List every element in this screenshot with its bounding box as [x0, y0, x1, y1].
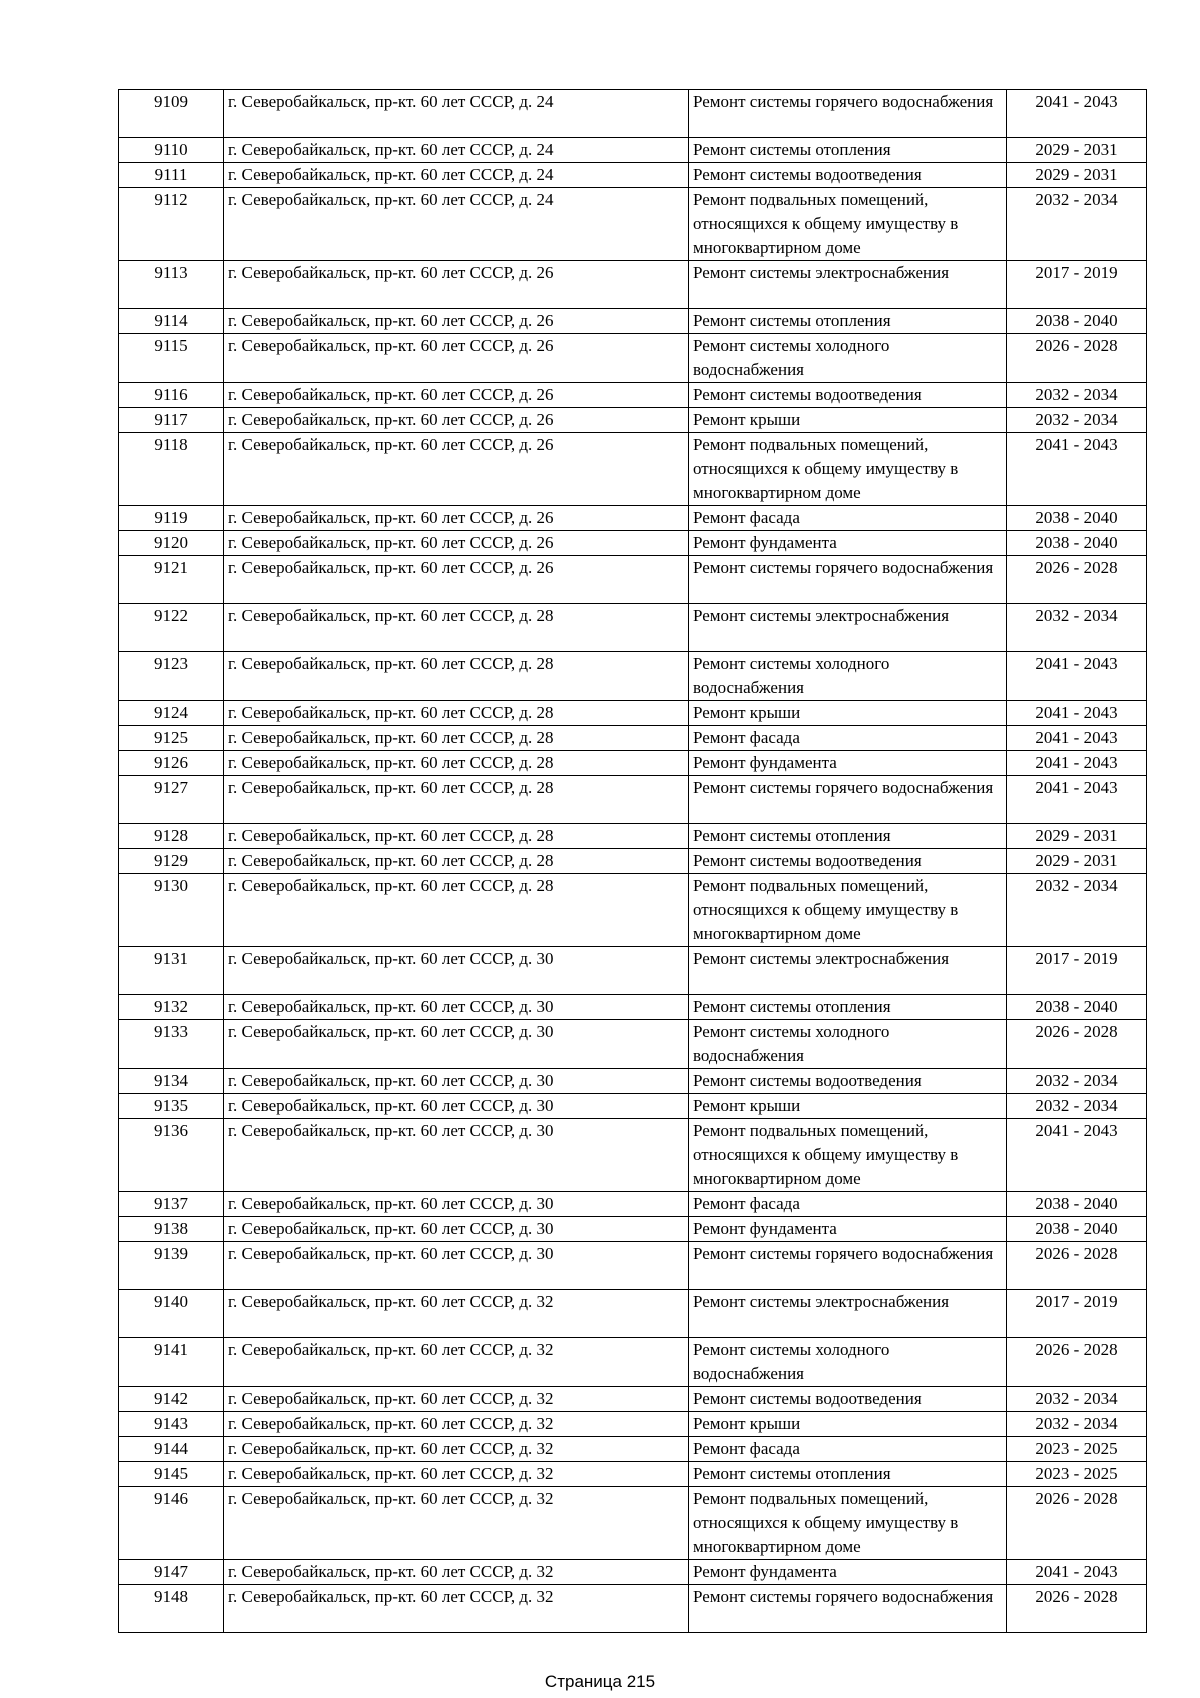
address-cell: г. Северобайкальск, пр-кт. 60 лет СССР, д. 28 — [224, 874, 689, 947]
table-row — [119, 726, 1147, 751]
work-type-cell: Ремонт системы холодного водоснабжения — [689, 652, 1007, 701]
table-row — [119, 1119, 1147, 1192]
period-cell: 2041 - 2043 — [1007, 1560, 1147, 1585]
address-cell: г. Северобайкальск, пр-кт. 60 лет СССР, д. 32 — [224, 1560, 689, 1585]
period-cell: 2041 - 2043 — [1007, 726, 1147, 751]
work-type-cell: Ремонт крыши — [689, 1094, 1007, 1119]
row-number: 9117 — [119, 408, 224, 433]
work-type-cell: Ремонт подвальных помещений, относящихся к общему имуществу в многоквартирном доме — [689, 1487, 1007, 1560]
period-cell: 2026 - 2028 — [1007, 556, 1147, 604]
table-row — [119, 604, 1147, 652]
table-row — [119, 995, 1147, 1020]
table-body — [119, 90, 1147, 1633]
row-number: 9116 — [119, 383, 224, 408]
work-type-cell: Ремонт фундамента — [689, 1217, 1007, 1242]
row-number: 9123 — [119, 652, 224, 701]
period-cell: 2017 - 2019 — [1007, 947, 1147, 995]
address-cell: г. Северобайкальск, пр-кт. 60 лет СССР, д. 26 — [224, 506, 689, 531]
address-cell: г. Северобайкальск, пр-кт. 60 лет СССР, д. 32 — [224, 1387, 689, 1412]
row-number: 9110 — [119, 138, 224, 163]
address-cell: г. Северобайкальск, пр-кт. 60 лет СССР, д. 32 — [224, 1437, 689, 1462]
table-row — [119, 383, 1147, 408]
period-cell: 2026 - 2028 — [1007, 1487, 1147, 1560]
period-cell: 2041 - 2043 — [1007, 701, 1147, 726]
period-cell: 2032 - 2034 — [1007, 1387, 1147, 1412]
table-row — [119, 188, 1147, 261]
address-cell: г. Северобайкальск, пр-кт. 60 лет СССР, д. 30 — [224, 947, 689, 995]
table-row — [119, 1094, 1147, 1119]
work-type-cell: Ремонт крыши — [689, 408, 1007, 433]
period-cell: 2041 - 2043 — [1007, 433, 1147, 506]
period-cell: 2041 - 2043 — [1007, 652, 1147, 701]
row-number: 9125 — [119, 726, 224, 751]
address-cell: г. Северобайкальск, пр-кт. 60 лет СССР, д. 28 — [224, 726, 689, 751]
work-type-cell: Ремонт подвальных помещений, относящихся к общему имуществу в многоквартирном доме — [689, 1119, 1007, 1192]
work-type-cell: Ремонт системы электроснабжения — [689, 261, 1007, 309]
table-row — [119, 1069, 1147, 1094]
table-row — [119, 556, 1147, 604]
row-number: 9139 — [119, 1242, 224, 1290]
row-number: 9141 — [119, 1338, 224, 1387]
table-row — [119, 1192, 1147, 1217]
row-number: 9136 — [119, 1119, 224, 1192]
period-cell: 2041 - 2043 — [1007, 751, 1147, 776]
table-row — [119, 947, 1147, 995]
row-number: 9112 — [119, 188, 224, 261]
period-cell: 2041 - 2043 — [1007, 1119, 1147, 1192]
period-cell: 2032 - 2034 — [1007, 1094, 1147, 1119]
work-type-cell: Ремонт системы горячего водоснабжения — [689, 776, 1007, 824]
work-type-cell: Ремонт системы холодного водоснабжения — [689, 1020, 1007, 1069]
work-type-cell: Ремонт системы горячего водоснабжения — [689, 556, 1007, 604]
row-number: 9145 — [119, 1462, 224, 1487]
period-cell: 2026 - 2028 — [1007, 334, 1147, 383]
period-cell: 2026 - 2028 — [1007, 1338, 1147, 1387]
table-row — [119, 874, 1147, 947]
address-cell: г. Северобайкальск, пр-кт. 60 лет СССР, д. 28 — [224, 824, 689, 849]
work-type-cell: Ремонт системы горячего водоснабжения — [689, 1242, 1007, 1290]
row-number: 9146 — [119, 1487, 224, 1560]
row-number: 9120 — [119, 531, 224, 556]
work-type-cell: Ремонт системы горячего водоснабжения — [689, 1585, 1007, 1633]
row-number: 9115 — [119, 334, 224, 383]
table-row — [119, 163, 1147, 188]
address-cell: г. Северобайкальск, пр-кт. 60 лет СССР, д. 28 — [224, 604, 689, 652]
period-cell: 2038 - 2040 — [1007, 506, 1147, 531]
work-type-cell: Ремонт подвальных помещений, относящихся к общему имуществу в многоквартирном доме — [689, 433, 1007, 506]
work-type-cell: Ремонт системы отопления — [689, 824, 1007, 849]
row-number: 9122 — [119, 604, 224, 652]
table-row — [119, 1020, 1147, 1069]
period-cell: 2032 - 2034 — [1007, 874, 1147, 947]
address-cell: г. Северобайкальск, пр-кт. 60 лет СССР, д. 32 — [224, 1487, 689, 1560]
address-cell: г. Северобайкальск, пр-кт. 60 лет СССР, д. 28 — [224, 652, 689, 701]
address-cell: г. Северобайкальск, пр-кт. 60 лет СССР, д. 24 — [224, 138, 689, 163]
page-number: Страница 215 — [544, 1672, 656, 1691]
row-number: 9121 — [119, 556, 224, 604]
address-cell: г. Северобайкальск, пр-кт. 60 лет СССР, д. 28 — [224, 849, 689, 874]
table-row — [119, 849, 1147, 874]
address-cell: г. Северобайкальск, пр-кт. 60 лет СССР, д. 26 — [224, 408, 689, 433]
period-cell: 2038 - 2040 — [1007, 1217, 1147, 1242]
row-number: 9135 — [119, 1094, 224, 1119]
work-type-cell: Ремонт фундамента — [689, 531, 1007, 556]
row-number: 9133 — [119, 1020, 224, 1069]
work-type-cell: Ремонт системы отопления — [689, 138, 1007, 163]
period-cell: 2038 - 2040 — [1007, 531, 1147, 556]
work-type-cell: Ремонт фундамента — [689, 751, 1007, 776]
work-type-cell: Ремонт фасада — [689, 506, 1007, 531]
table-row — [119, 138, 1147, 163]
row-number: 9147 — [119, 1560, 224, 1585]
address-cell: г. Северобайкальск, пр-кт. 60 лет СССР, д. 26 — [224, 261, 689, 309]
work-type-cell: Ремонт фундамента — [689, 1560, 1007, 1585]
address-cell: г. Северобайкальск, пр-кт. 60 лет СССР, д. 24 — [224, 90, 689, 138]
row-number: 9132 — [119, 995, 224, 1020]
work-type-cell: Ремонт системы водоотведения — [689, 849, 1007, 874]
row-number: 9114 — [119, 309, 224, 334]
row-number: 9138 — [119, 1217, 224, 1242]
period-cell: 2038 - 2040 — [1007, 309, 1147, 334]
period-cell: 2026 - 2028 — [1007, 1585, 1147, 1633]
table-row — [119, 701, 1147, 726]
table-row — [119, 1412, 1147, 1437]
address-cell: г. Северобайкальск, пр-кт. 60 лет СССР, д. 32 — [224, 1338, 689, 1387]
work-type-cell: Ремонт системы отопления — [689, 995, 1007, 1020]
row-number: 9126 — [119, 751, 224, 776]
row-number: 9144 — [119, 1437, 224, 1462]
address-cell: г. Северобайкальск, пр-кт. 60 лет СССР, д. 30 — [224, 1119, 689, 1192]
period-cell: 2029 - 2031 — [1007, 824, 1147, 849]
table-row — [119, 309, 1147, 334]
address-cell: г. Северобайкальск, пр-кт. 60 лет СССР, д. 32 — [224, 1412, 689, 1437]
address-cell: г. Северобайкальск, пр-кт. 60 лет СССР, д. 26 — [224, 334, 689, 383]
table-row — [119, 531, 1147, 556]
table-row — [119, 1560, 1147, 1585]
address-cell: г. Северобайкальск, пр-кт. 60 лет СССР, д. 24 — [224, 188, 689, 261]
table-row — [119, 90, 1147, 138]
row-number: 9137 — [119, 1192, 224, 1217]
table-row — [119, 1437, 1147, 1462]
address-cell: г. Северобайкальск, пр-кт. 60 лет СССР, д. 30 — [224, 995, 689, 1020]
table-row — [119, 1338, 1147, 1387]
address-cell: г. Северобайкальск, пр-кт. 60 лет СССР, д. 32 — [224, 1290, 689, 1338]
period-cell: 2038 - 2040 — [1007, 995, 1147, 1020]
table-row — [119, 506, 1147, 531]
period-cell: 2032 - 2034 — [1007, 1069, 1147, 1094]
work-type-cell: Ремонт системы электроснабжения — [689, 947, 1007, 995]
row-number: 9140 — [119, 1290, 224, 1338]
period-cell: 2023 - 2025 — [1007, 1462, 1147, 1487]
address-cell: г. Северобайкальск, пр-кт. 60 лет СССР, д. 28 — [224, 776, 689, 824]
period-cell: 2026 - 2028 — [1007, 1242, 1147, 1290]
address-cell: г. Северобайкальск, пр-кт. 60 лет СССР, д. 30 — [224, 1192, 689, 1217]
table-row — [119, 751, 1147, 776]
table-row — [119, 1217, 1147, 1242]
address-cell: г. Северобайкальск, пр-кт. 60 лет СССР, д. 26 — [224, 383, 689, 408]
work-type-cell: Ремонт крыши — [689, 701, 1007, 726]
period-cell: 2029 - 2031 — [1007, 163, 1147, 188]
table-row — [119, 1290, 1147, 1338]
period-cell: 2041 - 2043 — [1007, 776, 1147, 824]
work-type-cell: Ремонт системы водоотведения — [689, 383, 1007, 408]
period-cell: 2032 - 2034 — [1007, 604, 1147, 652]
row-number: 9124 — [119, 701, 224, 726]
address-cell: г. Северобайкальск, пр-кт. 60 лет СССР, д. 30 — [224, 1020, 689, 1069]
row-number: 9142 — [119, 1387, 224, 1412]
work-type-cell: Ремонт подвальных помещений, относящихся к общему имуществу в многоквартирном доме — [689, 874, 1007, 947]
work-type-cell: Ремонт системы электроснабжения — [689, 604, 1007, 652]
address-cell: г. Северобайкальск, пр-кт. 60 лет СССР, д. 30 — [224, 1217, 689, 1242]
row-number: 9128 — [119, 824, 224, 849]
period-cell: 2026 - 2028 — [1007, 1020, 1147, 1069]
work-type-cell: Ремонт системы отопления — [689, 1462, 1007, 1487]
table-row — [119, 1487, 1147, 1560]
row-number: 9129 — [119, 849, 224, 874]
work-type-cell: Ремонт системы горячего водоснабжения — [689, 90, 1007, 138]
row-number: 9148 — [119, 1585, 224, 1633]
work-type-cell: Ремонт системы электроснабжения — [689, 1290, 1007, 1338]
address-cell: г. Северобайкальск, пр-кт. 60 лет СССР, д. 32 — [224, 1585, 689, 1633]
row-number: 9131 — [119, 947, 224, 995]
address-cell: г. Северобайкальск, пр-кт. 60 лет СССР, д. 30 — [224, 1069, 689, 1094]
row-number: 9127 — [119, 776, 224, 824]
work-type-cell: Ремонт системы холодного водоснабжения — [689, 334, 1007, 383]
address-cell: г. Северобайкальск, пр-кт. 60 лет СССР, д. 26 — [224, 433, 689, 506]
work-type-cell: Ремонт системы водоотведения — [689, 1387, 1007, 1412]
table-row — [119, 1462, 1147, 1487]
table-row — [119, 261, 1147, 309]
period-cell: 2041 - 2043 — [1007, 90, 1147, 138]
address-cell: г. Северобайкальск, пр-кт. 60 лет СССР, д. 24 — [224, 163, 689, 188]
period-cell: 2029 - 2031 — [1007, 849, 1147, 874]
period-cell: 2029 - 2031 — [1007, 138, 1147, 163]
table-row — [119, 1242, 1147, 1290]
repair-schedule-table — [118, 89, 1147, 1633]
row-number: 9119 — [119, 506, 224, 531]
table-row — [119, 433, 1147, 506]
table-row — [119, 334, 1147, 383]
row-number: 9109 — [119, 90, 224, 138]
period-cell: 2032 - 2034 — [1007, 188, 1147, 261]
table-row — [119, 824, 1147, 849]
row-number: 9134 — [119, 1069, 224, 1094]
period-cell: 2038 - 2040 — [1007, 1192, 1147, 1217]
period-cell: 2032 - 2034 — [1007, 408, 1147, 433]
address-cell: г. Северобайкальск, пр-кт. 60 лет СССР, д. 32 — [224, 1462, 689, 1487]
table-row — [119, 776, 1147, 824]
row-number: 9118 — [119, 433, 224, 506]
period-cell: 2017 - 2019 — [1007, 1290, 1147, 1338]
address-cell: г. Северобайкальск, пр-кт. 60 лет СССР, д. 28 — [224, 701, 689, 726]
work-type-cell: Ремонт фасада — [689, 726, 1007, 751]
work-type-cell: Ремонт системы холодного водоснабжения — [689, 1338, 1007, 1387]
address-cell: г. Северобайкальск, пр-кт. 60 лет СССР, д. 30 — [224, 1094, 689, 1119]
table-row — [119, 1585, 1147, 1633]
table-row — [119, 652, 1147, 701]
work-type-cell: Ремонт подвальных помещений, относящихся к общему имуществу в многоквартирном доме — [689, 188, 1007, 261]
work-type-cell: Ремонт системы водоотведения — [689, 163, 1007, 188]
row-number: 9143 — [119, 1412, 224, 1437]
work-type-cell: Ремонт крыши — [689, 1412, 1007, 1437]
table-row — [119, 408, 1147, 433]
address-cell: г. Северобайкальск, пр-кт. 60 лет СССР, д. 30 — [224, 1242, 689, 1290]
row-number: 9111 — [119, 163, 224, 188]
period-cell: 2032 - 2034 — [1007, 383, 1147, 408]
address-cell: г. Северобайкальск, пр-кт. 60 лет СССР, д. 26 — [224, 531, 689, 556]
row-number: 9113 — [119, 261, 224, 309]
work-type-cell: Ремонт системы отопления — [689, 309, 1007, 334]
work-type-cell: Ремонт фасада — [689, 1192, 1007, 1217]
address-cell: г. Северобайкальск, пр-кт. 60 лет СССР, д. 28 — [224, 751, 689, 776]
work-type-cell: Ремонт системы водоотведения — [689, 1069, 1007, 1094]
period-cell: 2032 - 2034 — [1007, 1412, 1147, 1437]
period-cell: 2023 - 2025 — [1007, 1437, 1147, 1462]
address-cell: г. Северобайкальск, пр-кт. 60 лет СССР, д. 26 — [224, 309, 689, 334]
work-type-cell: Ремонт фасада — [689, 1437, 1007, 1462]
table-row — [119, 1387, 1147, 1412]
address-cell: г. Северобайкальск, пр-кт. 60 лет СССР, д. 26 — [224, 556, 689, 604]
period-cell: 2017 - 2019 — [1007, 261, 1147, 309]
row-number: 9130 — [119, 874, 224, 947]
